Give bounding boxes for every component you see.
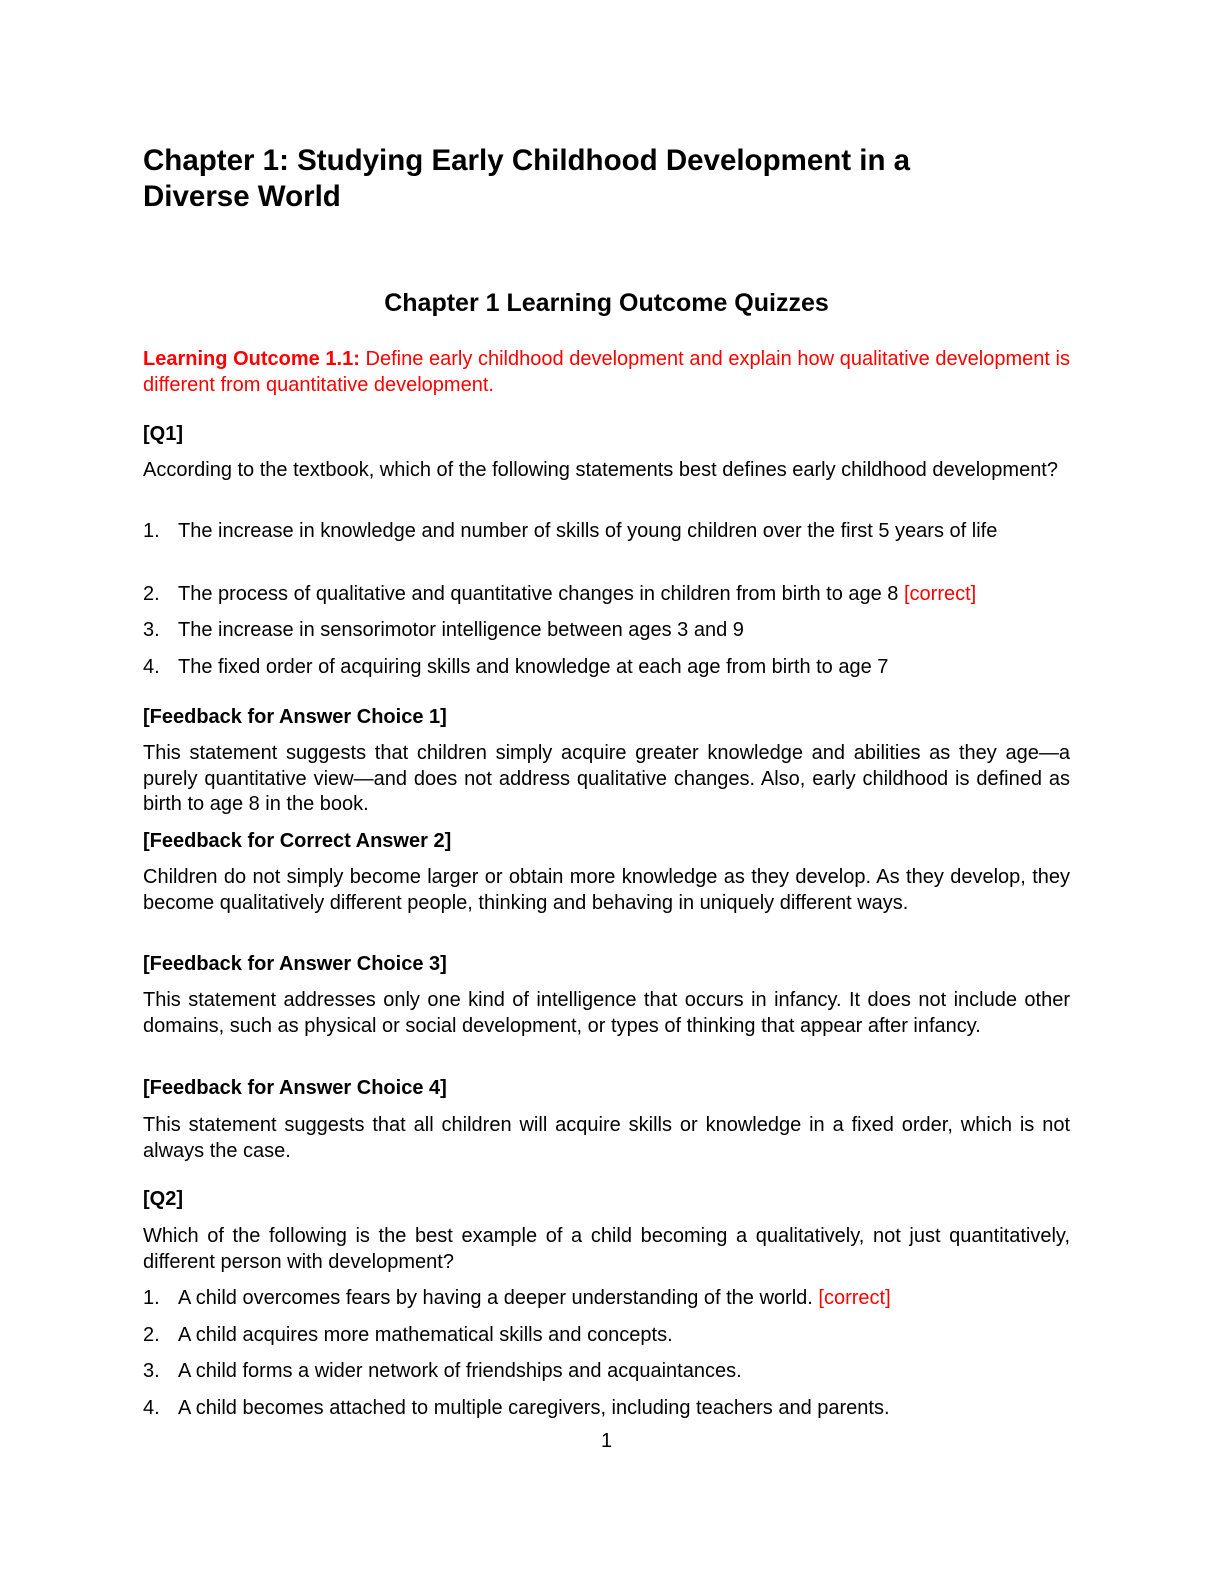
feedback-label: [Feedback for Correct Answer 2] (143, 830, 452, 852)
feedback-text-block (143, 1113, 1070, 1164)
feedback-block (143, 1075, 1070, 1101)
answer-option (143, 1286, 1070, 1312)
feedback-text: This statement addresses only one kind of intelligence that occurs in infancy. It does not include other domains, such as physical or social development, or types of thinking that appear after infancy. (143, 989, 1070, 1037)
feedback-label: [Feedback for Answer Choice 4] (143, 1077, 447, 1099)
question-text: According to the textbook, which of the following statements best defines early childhood development? (143, 459, 1058, 481)
learning-outcome-label: Learning Outcome 1.1: (143, 348, 360, 370)
option-text: The increase in knowledge and number of skills of young children over the first 5 years of life (178, 520, 998, 542)
option-text: The increase in sensorimotor intelligence between ages 3 and 9 (178, 619, 744, 641)
answer-option (143, 655, 1070, 681)
correct-tag: [correct] (818, 1287, 891, 1309)
question-label: [Q2] (143, 1188, 183, 1210)
feedback-label: [Feedback for Answer Choice 1] (143, 706, 447, 728)
correct-tag: [correct] (904, 583, 977, 605)
page-number: 1 (600, 1430, 613, 1452)
answer-option (143, 519, 1070, 545)
quiz-heading: Chapter 1 Learning Outcome Quizzes (384, 289, 829, 317)
option-number: 1. (143, 1287, 160, 1309)
answer-option (143, 1323, 1070, 1349)
option-text: A child acquires more mathematical skills and concepts. (178, 1324, 673, 1346)
learning-outcome-text: Define early childhood development and explain how qualitative development is different from quantitative development. (143, 348, 1070, 396)
feedback-label: [Feedback for Answer Choice 3] (143, 953, 447, 975)
feedback-text: This statement suggests that all children will acquire skills or knowledge in a fixed order, which is not always the case. (143, 1114, 1070, 1162)
question-text: Which of the following is the best example of a child becoming a qualitatively, not just quantitatively, different person with development? (143, 1225, 1070, 1273)
option-text-wrapper (178, 1286, 1070, 1312)
option-number: 2. (143, 1324, 160, 1346)
option-text: A child becomes attached to multiple caregivers, including teachers and parents. (178, 1397, 890, 1419)
option-number: 4. (143, 656, 160, 678)
answer-option (143, 618, 1070, 644)
answer-option (143, 582, 1070, 608)
option-text: The fixed order of acquiring skills and knowledge at each age from birth to age 7 (178, 656, 889, 678)
q2-question-block (143, 1224, 1070, 1275)
q2-label-block (143, 1186, 1070, 1212)
feedback-text-block (143, 741, 1070, 818)
option-text: A child overcomes fears by having a deeper understanding of the world. (178, 1287, 813, 1309)
feedback-text-block (143, 988, 1070, 1039)
answer-option (143, 1359, 1070, 1385)
option-text: A child forms a wider network of friendships and acquaintances. (178, 1360, 742, 1382)
feedback-block (143, 951, 1070, 977)
option-number: 3. (143, 1360, 160, 1382)
learning-outcome (143, 346, 1070, 398)
question-label: [Q1] (143, 423, 183, 445)
option-text: The process of qualitative and quantitative changes in children from birth to age 8 (178, 583, 899, 605)
q1-label-block (143, 421, 1070, 447)
chapter-title: Chapter 1: Studying Early Childhood Development in a Diverse World (143, 144, 911, 213)
feedback-text: Children do not simply become larger or obtain more knowledge as they develop. As they develop, they become qualitatively different people, thinking and behaving in uniquely different ways. (143, 866, 1070, 914)
option-number: 4. (143, 1397, 160, 1419)
option-number: 2. (143, 583, 160, 605)
answer-option (143, 1396, 1070, 1422)
option-text-wrapper (178, 582, 1070, 608)
feedback-text-block (143, 865, 1070, 916)
option-number: 1. (143, 520, 160, 542)
q1-question-block (143, 458, 1070, 484)
option-number: 3. (143, 619, 160, 641)
feedback-block (143, 828, 1070, 854)
feedback-block (143, 704, 1070, 730)
feedback-text: This statement suggests that children simply acquire greater knowledge and abilities as they age—a purely quantitative view—and does not address qualitative changes. Also, early childhood is defined as birth to age 8 in the book. (143, 742, 1070, 815)
